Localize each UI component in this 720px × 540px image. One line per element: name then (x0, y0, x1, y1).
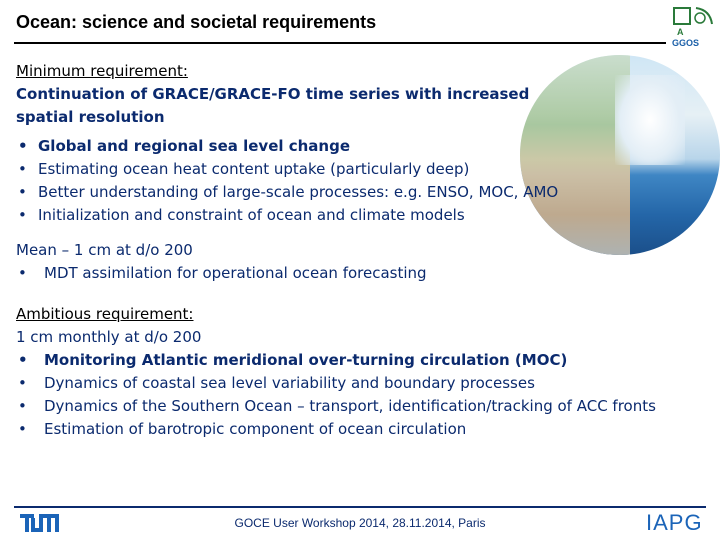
ggos-logo (670, 4, 716, 48)
list-item: • Better understanding of large-scale processes: e.g. ENSO, MOC, AMO (16, 181, 712, 204)
list-item: • Global and regional sea level change (16, 135, 712, 158)
mean-requirement-heading: Mean – 1 cm at d/o 200 (16, 241, 193, 259)
minimum-requirement-list (16, 135, 712, 227)
ambitious-requirement-heading: Ambitious requirement: (16, 305, 194, 323)
minimum-requirement-subtitle-2: spatial resolution (16, 108, 165, 126)
mean-requirement-section (16, 239, 712, 285)
minimum-requirement-section (16, 60, 712, 227)
list-item: • Monitoring Atlantic meridional over-turning circulation (MOC) (16, 349, 712, 372)
minimum-requirement-subtitle-1: Continuation of GRACE/GRACE-FO time series with increased (16, 85, 530, 103)
title-divider (14, 42, 666, 44)
footer-text: GOCE User Workshop 2014, 28.11.2014, Paris (234, 516, 486, 530)
ambitious-requirement-section (16, 303, 712, 441)
slide-title: Ocean: science and societal requirements (16, 12, 377, 32)
ambitious-requirement-subtitle: 1 cm monthly at d/o 200 (16, 328, 202, 346)
list-item: • Estimating ocean heat content uptake (particularly deep) (16, 158, 712, 181)
slide-content (16, 60, 712, 441)
ambitious-requirement-list (16, 349, 712, 441)
mean-requirement-list (16, 262, 712, 285)
list-item: • MDT assimilation for operational ocean forecasting (16, 262, 712, 285)
svg-text:A: A (677, 27, 684, 37)
list-item: • Dynamics of coastal sea level variability and boundary processes (16, 372, 712, 395)
ggos-logo-text: GGOS (672, 38, 700, 48)
iapg-logo: IAPG (646, 510, 703, 535)
footer-divider (14, 506, 706, 508)
minimum-requirement-heading: Minimum requirement: (16, 62, 188, 80)
list-item: • Dynamics of the Southern Ocean – transport, identification/tracking of ACC fronts (16, 395, 712, 418)
list-item: • Initialization and constraint of ocean and climate models (16, 204, 712, 227)
list-item: • Estimation of barotropic component of ocean circulation (16, 418, 712, 441)
